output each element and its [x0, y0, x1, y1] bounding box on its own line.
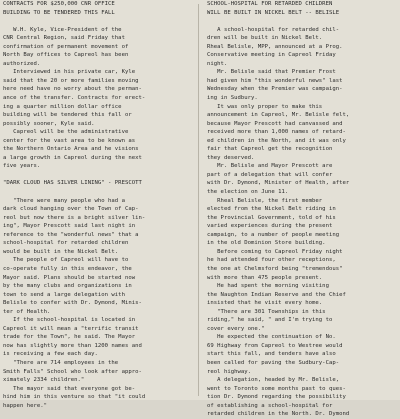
- right-column-text-line: riding," he said, " and I'm trying to: [207, 317, 333, 324]
- left-column-text-line: the Northern Ontario Area and he visions: [3, 146, 139, 153]
- right-column-text-line: campaign, to a number of people meeting: [207, 231, 340, 238]
- left-column-text-line: dark cloud hanging over the Town of Cap-: [3, 206, 139, 213]
- left-column-text-line: [3, 17, 188, 26]
- right-column-text-line: with Dr. Dymond, Minister of Health, after: [207, 180, 350, 187]
- right-column-text-line: Mr. Belisle and Mayor Prescott are: [207, 163, 333, 170]
- left-column-text-line: reol but now there is a bright silver lin-: [3, 214, 146, 221]
- left-column-text-line: "There were many people who had a: [3, 197, 125, 204]
- right-column-text-line: start this fall, and tenders have also: [207, 351, 336, 358]
- left-column-text-line: "There are 714 employees in the: [3, 359, 119, 366]
- right-column-text-line: the election on June 11.: [207, 189, 289, 196]
- left-column-text-line: "DARK CLOUD HAS SILVER LINING" - PRESCOTT: [3, 180, 142, 187]
- left-column-text-line: a large growth in Capreol during the next: [3, 154, 142, 161]
- right-column-text-line: fair that Capreol get the recognition: [207, 146, 333, 153]
- left-column-text-line: co-operate fully in this endeavor, the: [3, 265, 132, 272]
- right-column-text-line: tion Dr. Dymond regarding the possibility: [207, 394, 346, 401]
- right-column-text-line: varied experiences during the present: [207, 223, 333, 230]
- left-column-text-line: confirmation of permanent movement of: [3, 43, 129, 50]
- right-column-text-line: cover every one.": [207, 325, 265, 332]
- left-column-text-line: center for the vast area to be known as: [3, 137, 136, 144]
- left-column-text-line: building will be tendered this fall or: [3, 112, 132, 119]
- right-column-text-line: 69 Highway from Capreol to Westree would: [207, 342, 343, 349]
- left-column-text-line: Mayor said. Plans should be started now: [3, 274, 136, 281]
- left-column-text-line: possibly sooner, Kyle said.: [3, 120, 95, 127]
- left-column-text-line: If the school-hospital is located in: [3, 317, 136, 324]
- right-column-text-line: the Provincial Government, told of his: [207, 214, 336, 221]
- left-column-text-line: town to send a large delegation with: [3, 291, 125, 298]
- right-column-text-line: He expected the continuation of No.: [207, 334, 336, 341]
- right-column-text-line: Mr. Belisle said that Premier Frost: [207, 69, 336, 76]
- right-column-text-line: received more than 1,000 names of retard-: [207, 129, 346, 136]
- left-column: [3, 0, 188, 409]
- right-column-text-line: the Naughton Indian Reserve and the Chief: [207, 291, 346, 298]
- left-column-text-line: ximately 2334 children.": [3, 377, 85, 384]
- left-column-text-line: school-hospital for retarded children: [3, 240, 129, 247]
- right-column-text-line: reol highway.: [207, 368, 252, 375]
- right-column-text-line: It was only proper to make this: [207, 103, 323, 110]
- left-column-text-line: ter of Health.: [3, 308, 51, 315]
- left-column-text-line: BUILDING TO BE TENDERED THIS FALL: [3, 9, 115, 16]
- right-column-text-line: ing in Sudbury.: [207, 95, 258, 102]
- right-column-text-line: insisted that he visit every home.: [207, 300, 323, 307]
- right-column-text-line: he had attended four other receptions,: [207, 257, 336, 264]
- left-column-text-line: would be built in the Nickel Belt.: [3, 248, 119, 255]
- left-column-text-line: Capreol it will mean a "terrific transit: [3, 325, 139, 332]
- left-column-text-line: is receiving a few each day.: [3, 351, 98, 358]
- right-column-text-line: in the old Dominion Store building.: [207, 240, 326, 247]
- right-column-text-line: been called for paving the Sudbury-Cap-: [207, 359, 340, 366]
- left-column-text-line: five years.: [3, 163, 41, 170]
- right-column-text-line: had given him "this wonderful news" last: [207, 77, 343, 84]
- left-column-text-line: here need have no worry about the perman-: [3, 86, 142, 93]
- right-column-text-line: A school-hospital for retarded chil-: [207, 26, 340, 33]
- right-column-text-line: night.: [207, 60, 228, 67]
- left-column-text-line: trade for the Town", he said. The Mayor: [3, 334, 136, 341]
- left-column-text-line: ing a quarter million dollar office: [3, 103, 122, 110]
- right-column-text-line: Wednesday when the Premier was campaign-: [207, 86, 343, 93]
- left-column-text-line: Belisle to confer with Dr. Dymond, Minis-: [3, 300, 142, 307]
- right-column-text-line: [207, 17, 397, 26]
- left-column-text-line: Capreol will be the administrative: [3, 129, 129, 136]
- right-column-text-line: the one at Chelmsford being "tremendous": [207, 265, 343, 272]
- left-column-text-line: The people of Capreol will have to: [3, 257, 129, 264]
- left-column-text-line: [3, 188, 188, 197]
- left-column-text-line: authorized.: [3, 60, 41, 67]
- right-column-text-line: "There are 301 Townships in this: [207, 308, 326, 315]
- right-column-text-line: announcement in Capreol, Mr. Belisle felt,: [207, 112, 350, 119]
- left-column-text-line: CONTRACTS FOR $250,000 CNR OFFICE: [3, 1, 115, 7]
- right-column-text-line: went to Toronto some months past to ques-: [207, 385, 346, 392]
- right-column-text-line: because Mayor Prescott had canvassed and: [207, 120, 343, 127]
- right-column-text-line: dren will be built in Nickel Belt.: [207, 35, 323, 42]
- right-column-text-line: Before coming to Capreol Friday night: [207, 248, 343, 255]
- right-column-text-line: Rheal Belisle, the first member: [207, 197, 323, 204]
- right-column-text-line: WILL BE BUILT IN NICKEL BELT -- BELISLE: [207, 9, 340, 16]
- right-column-text-line: ed children in the North, and it was only: [207, 137, 346, 144]
- left-column-text-line: hind him in this venture so that "it could: [3, 394, 146, 401]
- right-column-text-line: retarded children in the North. Dr. Dymond: [207, 411, 350, 418]
- left-column-text-line: North Bay offices to Capreol has been: [3, 52, 129, 59]
- left-column-text-line: [3, 171, 188, 180]
- right-column: [207, 0, 397, 418]
- left-column-text-line: reference to the "wonderful news" that a: [3, 231, 139, 238]
- right-column-text-line: Conservative meeting in Capreol Friday: [207, 52, 336, 59]
- right-column-text-line: SCHOOL-HOSPITAL FOR RETARDED CHILDREN: [207, 1, 333, 7]
- left-column-text-line: Interviewed in his private car, Kyle: [3, 69, 136, 76]
- column-divider: [198, 4, 199, 396]
- right-column-text-line: He had spent the morning visiting: [207, 283, 329, 290]
- right-column-text-line: of establishing a school-hospital for: [207, 402, 333, 409]
- right-column-text-line: elected from the Nickel Belt riding in: [207, 206, 336, 213]
- right-column-text-line: part of a delegation that will confer: [207, 171, 333, 178]
- left-column-text-line: Smith Falls" School who look after appro-: [3, 368, 142, 375]
- left-column-text-line: W.H. Kyle, Vice-President of the: [3, 26, 122, 33]
- left-column-text-line: now has slightly more than 1200 names and: [3, 342, 142, 349]
- right-column-text-line: A delegation, headed by Mr. Belisle,: [207, 377, 340, 384]
- right-column-text-line: they deserved.: [207, 154, 255, 161]
- left-column-text-line: ance of the transfer. Contracts for erect-: [3, 95, 146, 102]
- left-column-text-line: said that the 20 or more families moving: [3, 77, 139, 84]
- left-column-text-line: by the many clubs and organizations in: [3, 283, 132, 290]
- left-column-text-line: happen here.": [3, 402, 48, 409]
- left-column-text-line: ing", Mayor Prescott said last night in: [3, 223, 136, 230]
- left-column-text-line: CNR Central Region, said Friday that: [3, 35, 125, 42]
- right-column-text-line: Rheal Belisle, MPP, announced at a Prog.: [207, 43, 343, 50]
- left-column-text-line: The mayor said that everyone got be-: [3, 385, 136, 392]
- right-column-text-line: with more than 475 people present.: [207, 274, 323, 281]
